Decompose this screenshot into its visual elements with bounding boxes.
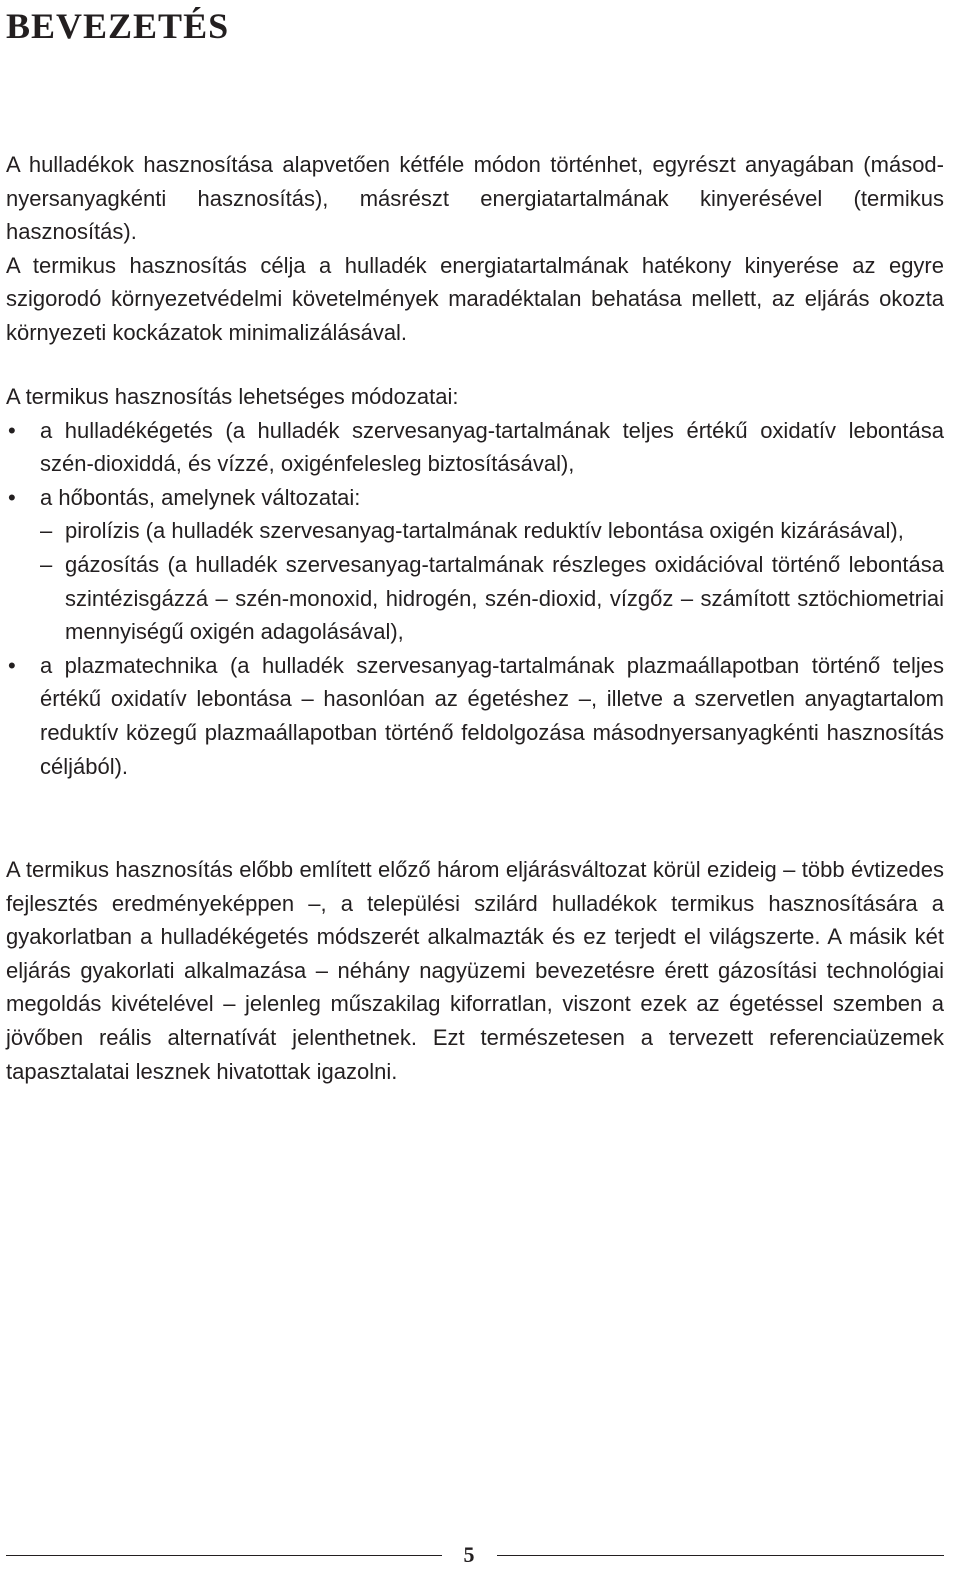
intro-paragraph-2: A termikus hasznosítás célja a hulladék energiatartalmának hatékony kinyerése az egyre szigorodó környezetvédelmi követelmények maradéktalan behatása mellett, az eljárás okozta környezeti kockázatok minimalizálásával. (6, 252, 944, 345)
list-item-plasma (6, 649, 944, 783)
page-footer (0, 1540, 960, 1570)
closing-paragraph: A termikus hasznosítás előbb említett előző három eljárásváltozat körül ezideig – több évtizedes fejlesztés eredményeképpen –, a települési szilárd hulladékok termikus hasznosítására a gyakorlatban a hulladékégetés módszerét alkalmazták és ez terjedt el világszerte. A másik két eljárás gyakorlati alkalmazása – néhány nagyüzemi bevezetésre érett gázosítási technológiai megoldás kivételével – jelenleg műszakilag kiforratlan, viszont ezek az égetéssel szemben a jövőben reális alternatívát jelenthetnek. Ezt természetesen a tervezett referenciaüzemek tapasztalatai lesznek hivatottak igazolni. (6, 857, 944, 1084)
sublist-item-text: gázosítás (a hulladék szervesanyag-tartalmának részleges oxidációval történő lebontása szintézisgázzá – szén-monoxid, hidrogén, szén-dioxid, vízgőz – számított sztöchiometriai mennyiségű oxigén adagolásával), (65, 551, 944, 645)
footer-rule-left (6, 1555, 442, 1556)
sublist-item-text: pirolízis (a hulladék szervesanyag-tartalmának reduktív lebontása oxigén kizárásával), (65, 518, 904, 544)
list-item-text: a hőbontás, amelynek változatai: (40, 484, 361, 510)
footer-rule-right (497, 1555, 944, 1556)
bullet-icon: • (8, 417, 16, 443)
intro-section (6, 148, 944, 350)
intro-paragraph-1: A hulladékok hasznosítása alapvetően kétféle módon történhet, egyrészt anyagában (másod-nyersanyagkénti hasznosítás), másrészt energiatartalmának kinyerésével (termikus hasznosítás). (6, 152, 944, 245)
list-item-text: a plazmatechnika (a hulladék szervesanyag-tartalmának plazmaállapotban történő teljes értékű oxidatív lebontása – hasonlóan az égetéshez –, illetve a szervetlen anyagtartalom reduktív közegű plazmaállapotban történő feldolgozása másodnyersanyagkénti hasznosítás céljából). (40, 652, 944, 779)
bullet-icon: • (8, 484, 16, 510)
list-item-thermal-decomposition (6, 481, 944, 515)
list-item-incineration (6, 414, 944, 481)
dash-icon: – (40, 518, 53, 544)
dash-icon: – (40, 551, 53, 577)
bullet-icon: • (8, 652, 16, 678)
closing-section (6, 853, 944, 1088)
page-title: BEVEZETÉS (6, 6, 230, 46)
modes-section (6, 380, 944, 783)
sublist-item-pyrolysis (6, 514, 944, 548)
sublist-item-gasification (6, 548, 944, 649)
modes-lead: A termikus hasznosítás lehetséges módozatai: (6, 384, 459, 409)
page-number: 5 (463, 1542, 475, 1567)
list-item-text: a hulladékégetés (a hulladék szervesanyag-tartalmának teljes értékű oxidatív lebontása szén-dioxiddá, és vízzé, oxigénfelesleg biztosításával), (40, 417, 944, 477)
